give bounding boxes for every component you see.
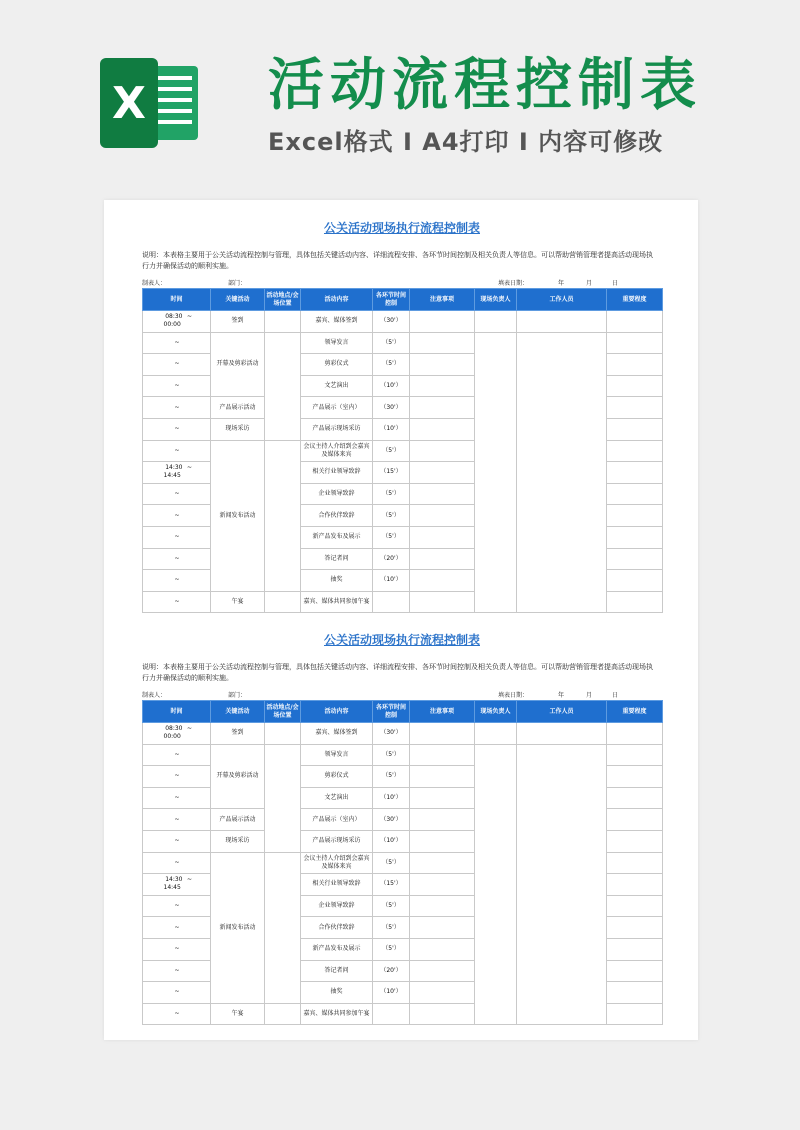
column-header-duration: 各环节时间控制 [373,289,410,311]
sheet-block [142,220,662,613]
blank-cell[interactable] [607,895,663,917]
flow-table [142,288,663,613]
time-cell[interactable]: 08:30 ~00:00 [143,311,211,333]
time-cell[interactable]: ~ [143,440,211,462]
time-cell[interactable]: ~ [143,548,211,570]
column-header-notes: 注意事项 [410,289,475,311]
content-cell[interactable]: 相关行业领导致辞 [301,462,373,484]
content-cell[interactable]: 企业领导致辞 [301,483,373,505]
blank-cell[interactable] [607,526,663,548]
duration-cell[interactable]: （10'） [373,418,410,440]
table-header-row [143,289,663,311]
content-cell[interactable]: 抽奖 [301,982,373,1004]
blank-cell[interactable] [410,744,475,766]
maker-label: 制表人： [142,280,167,287]
duration-cell[interactable]: （10'） [373,830,410,852]
time-cell[interactable]: ~ [143,570,211,592]
blank-cell[interactable] [607,917,663,939]
duration-cell[interactable] [373,591,410,613]
duration-cell[interactable]: （30'） [373,397,410,419]
column-header-duration: 各环节时间控制 [373,701,410,723]
blank-cell[interactable] [475,332,517,613]
blank-cell[interactable] [265,744,301,852]
time-cell[interactable]: ~ [143,982,211,1004]
sheet-title: 公关活动现场执行流程控制表 [323,221,480,235]
blank-cell[interactable] [410,938,475,960]
table-header-row [143,701,663,723]
blank-cell[interactable] [410,418,475,440]
time-cell[interactable]: ~ [143,895,211,917]
blank-cell[interactable] [607,744,663,766]
blank-cell[interactable] [607,418,663,440]
sheet-meta [142,276,662,288]
blank-cell[interactable] [607,852,663,874]
blank-cell[interactable] [410,462,475,484]
duration-cell[interactable]: （5'） [373,938,410,960]
duration-cell[interactable]: （20'） [373,960,410,982]
content-cell[interactable]: 会议主持人介绍到会嘉宾及媒体来宾 [301,852,373,874]
department-label: 部门： [228,280,247,287]
sheet-title: 公关活动现场执行流程控制表 [323,633,480,647]
blank-cell[interactable] [607,332,663,354]
time-cell[interactable]: ~ [143,960,211,982]
time-cell[interactable]: ~ [143,354,211,376]
time-cell[interactable]: ~ [143,809,211,831]
blank-cell[interactable] [475,744,517,1025]
flow-table [142,700,663,1025]
time-cell[interactable]: 08:30 ~00:00 [143,723,211,745]
blank-cell[interactable] [607,375,663,397]
content-cell[interactable]: 领导发言 [301,332,373,354]
blank-cell[interactable] [410,809,475,831]
banner [0,0,800,190]
activity-cell[interactable]: 开幕及剪彩活动 [211,744,265,809]
blank-cell[interactable] [517,744,607,1025]
blank-cell[interactable] [410,591,475,613]
table-row [143,311,663,333]
maker-label: 制表人： [142,692,167,699]
content-cell[interactable]: 产品展示（室内） [301,397,373,419]
blank-cell[interactable] [517,311,607,333]
duration-cell[interactable]: （10'） [373,375,410,397]
time-cell[interactable]: ~ [143,787,211,809]
blank-cell[interactable] [410,397,475,419]
blank-cell[interactable] [517,723,607,745]
blank-cell[interactable] [410,311,475,333]
blank-cell[interactable] [410,723,475,745]
duration-cell[interactable]: （10'） [373,570,410,592]
blank-cell[interactable] [607,1003,663,1025]
day-label: 日 [612,280,619,287]
blank-cell[interactable] [265,852,301,1003]
blank-cell[interactable] [607,874,663,896]
activity-cell[interactable]: 签到 [211,311,265,333]
blank-cell[interactable] [410,982,475,1004]
time-cell[interactable]: ~ [143,375,211,397]
time-cell[interactable]: 14:30 ~14:45 [143,462,211,484]
content-cell[interactable]: 剪彩仪式 [301,766,373,788]
table-row [143,723,663,745]
blank-cell[interactable] [410,1003,475,1025]
time-cell[interactable]: ~ [143,591,211,613]
content-cell[interactable]: 抽奖 [301,570,373,592]
column-header-notes: 注意事项 [410,701,475,723]
blank-cell[interactable] [607,548,663,570]
blank-cell[interactable] [410,332,475,354]
content-cell[interactable]: 答记者问 [301,548,373,570]
blank-cell[interactable] [410,570,475,592]
blank-cell[interactable] [607,982,663,1004]
duration-cell[interactable]: （5'） [373,526,410,548]
column-header-staff: 工作人员 [517,701,607,723]
blank-cell[interactable] [410,505,475,527]
column-header-priority: 重要程度 [607,289,663,311]
year-label: 年 [558,280,565,287]
blank-cell[interactable] [410,526,475,548]
column-header-content: 活动内容 [301,701,373,723]
blank-cell[interactable] [607,311,663,333]
time-cell[interactable]: ~ [143,917,211,939]
blank-cell[interactable] [410,787,475,809]
time-cell[interactable]: ~ [143,744,211,766]
blank-cell[interactable] [410,483,475,505]
activity-cell[interactable]: 现场采访 [211,830,265,852]
blank-cell[interactable] [607,830,663,852]
activity-cell[interactable]: 午宴 [211,1003,265,1025]
content-cell[interactable]: 文艺演出 [301,375,373,397]
day-label: 日 [612,692,619,699]
content-cell[interactable]: 嘉宾、媒体签到 [301,311,373,333]
blank-cell[interactable] [607,591,663,613]
content-cell[interactable]: 剪彩仪式 [301,354,373,376]
blank-cell[interactable] [265,723,301,745]
duration-cell[interactable]: （5'） [373,852,410,874]
blank-cell[interactable] [607,938,663,960]
duration-cell[interactable]: （30'） [373,723,410,745]
duration-cell[interactable]: （15'） [373,874,410,896]
blank-cell[interactable] [410,766,475,788]
blank-cell[interactable] [265,440,301,591]
blank-cell[interactable] [607,483,663,505]
duration-cell[interactable]: （20'） [373,548,410,570]
content-cell[interactable]: 产品展示现场采访 [301,830,373,852]
blank-cell[interactable] [410,852,475,874]
duration-cell[interactable]: （5'） [373,354,410,376]
content-cell[interactable]: 产品展示（室内） [301,809,373,831]
column-header-activity: 关键活动 [211,701,265,723]
activity-cell[interactable]: 现场采访 [211,418,265,440]
time-cell[interactable]: ~ [143,830,211,852]
duration-cell[interactable] [373,1003,410,1025]
duration-cell[interactable]: （5'） [373,505,410,527]
blank-cell[interactable] [607,440,663,462]
activity-cell[interactable]: 签到 [211,723,265,745]
blank-cell[interactable] [410,548,475,570]
blank-cell[interactable] [410,874,475,896]
content-cell[interactable]: 产品展示现场采访 [301,418,373,440]
column-header-content: 活动内容 [301,289,373,311]
month-label: 月 [586,280,593,287]
content-cell[interactable]: 合作伙伴致辞 [301,505,373,527]
blank-cell[interactable] [607,570,663,592]
column-header-location: 活动地点/会场位置 [265,701,301,723]
blank-cell[interactable] [607,354,663,376]
duration-cell[interactable]: （5'） [373,332,410,354]
blank-cell[interactable] [607,809,663,831]
activity-cell[interactable]: 午宴 [211,591,265,613]
sheet-block [142,632,662,1025]
column-header-location: 活动地点/会场位置 [265,289,301,311]
duration-cell[interactable]: （5'） [373,440,410,462]
time-cell[interactable]: ~ [143,483,211,505]
time-cell[interactable]: ~ [143,418,211,440]
blank-cell[interactable] [607,723,663,745]
activity-cell[interactable]: 新闻发布活动 [211,440,265,591]
blank-cell[interactable] [265,332,301,440]
banner-subtitle: Excel格式 I A4打印 I 内容可修改 [268,128,664,156]
blank-cell[interactable] [410,895,475,917]
content-cell[interactable]: 嘉宾、媒体签到 [301,723,373,745]
activity-cell[interactable]: 产品展示活动 [211,809,265,831]
sheet-description: 说明：本表格主要用于公关活动流程控制与管理，具体包括关键活动内容、详细流程安排、各环节时间控制及相关负责人等信息。可以帮助营销管理者提高活动现场执行力并确保活动的顺利实施。 [142,663,653,682]
duration-cell[interactable]: （15'） [373,462,410,484]
activity-cell[interactable]: 产品展示活动 [211,397,265,419]
department-label: 部门： [228,692,247,699]
duration-cell[interactable]: （10'） [373,982,410,1004]
blank-cell[interactable] [410,440,475,462]
fill-date-label: 填表日期： [498,692,529,699]
time-cell[interactable]: ~ [143,852,211,874]
blank-cell[interactable] [410,830,475,852]
time-cell[interactable]: 14:30 ~14:45 [143,874,211,896]
document-page [104,200,698,1040]
column-header-manager: 现场负责人 [475,701,517,723]
duration-cell[interactable]: （30'） [373,809,410,831]
duration-cell[interactable]: （5'） [373,483,410,505]
column-header-priority: 重要程度 [607,701,663,723]
column-header-time: 时间 [143,289,211,311]
duration-cell[interactable]: （10'） [373,787,410,809]
duration-cell[interactable]: （5'） [373,744,410,766]
blank-cell[interactable] [265,311,301,333]
column-header-staff: 工作人员 [517,289,607,311]
table-row [143,332,663,354]
sheet-description: 说明：本表格主要用于公关活动流程控制与管理，具体包括关键活动内容、详细流程安排、各环节时间控制及相关负责人等信息。可以帮助营销管理者提高活动现场执行力并确保活动的顺利实施。 [142,251,653,270]
banner-title: 活动流程控制表 [268,53,702,118]
content-cell[interactable]: 新产品发布及展示 [301,526,373,548]
content-cell[interactable]: 会议主持人介绍到会嘉宾及媒体来宾 [301,440,373,462]
month-label: 月 [586,692,593,699]
duration-cell[interactable]: （5'） [373,895,410,917]
blank-cell[interactable] [607,960,663,982]
blank-cell[interactable] [607,462,663,484]
content-cell[interactable]: 领导发言 [301,744,373,766]
table-row [143,744,663,766]
blank-cell[interactable] [475,723,517,745]
duration-cell[interactable]: （5'） [373,917,410,939]
blank-cell[interactable] [410,917,475,939]
blank-cell[interactable] [265,591,301,613]
content-cell[interactable]: 新产品发布及展示 [301,938,373,960]
blank-cell[interactable] [410,375,475,397]
blank-cell[interactable] [607,766,663,788]
content-cell[interactable]: 答记者问 [301,960,373,982]
time-cell[interactable]: ~ [143,526,211,548]
activity-cell[interactable]: 开幕及剪彩活动 [211,332,265,397]
time-cell[interactable]: ~ [143,505,211,527]
year-label: 年 [558,692,565,699]
blank-cell[interactable] [410,960,475,982]
time-cell[interactable]: ~ [143,1003,211,1025]
activity-cell[interactable]: 新闻发布活动 [211,852,265,1003]
fill-date-label: 填表日期： [498,280,529,287]
content-cell[interactable]: 相关行业领导致辞 [301,874,373,896]
content-cell[interactable]: 嘉宾、媒体共同参加午宴 [301,1003,373,1025]
blank-cell[interactable] [410,354,475,376]
column-header-activity: 关键活动 [211,289,265,311]
blank-cell[interactable] [517,332,607,613]
content-cell[interactable]: 文艺演出 [301,787,373,809]
column-header-time: 时间 [143,701,211,723]
blank-cell[interactable] [265,1003,301,1025]
blank-cell[interactable] [607,397,663,419]
duration-cell[interactable]: （30'） [373,311,410,333]
content-cell[interactable]: 企业领导致辞 [301,895,373,917]
logo-letter: X [100,58,158,148]
blank-cell[interactable] [475,311,517,333]
blank-cell[interactable] [607,787,663,809]
column-header-manager: 现场负责人 [475,289,517,311]
sheet-meta [142,688,662,700]
time-cell[interactable]: ~ [143,332,211,354]
excel-logo-icon [100,58,200,148]
content-cell[interactable]: 嘉宾、媒体共同参加午宴 [301,591,373,613]
blank-cell[interactable] [607,505,663,527]
duration-cell[interactable]: （5'） [373,766,410,788]
time-cell[interactable]: ~ [143,397,211,419]
content-cell[interactable]: 合作伙伴致辞 [301,917,373,939]
time-cell[interactable]: ~ [143,766,211,788]
time-cell[interactable]: ~ [143,938,211,960]
